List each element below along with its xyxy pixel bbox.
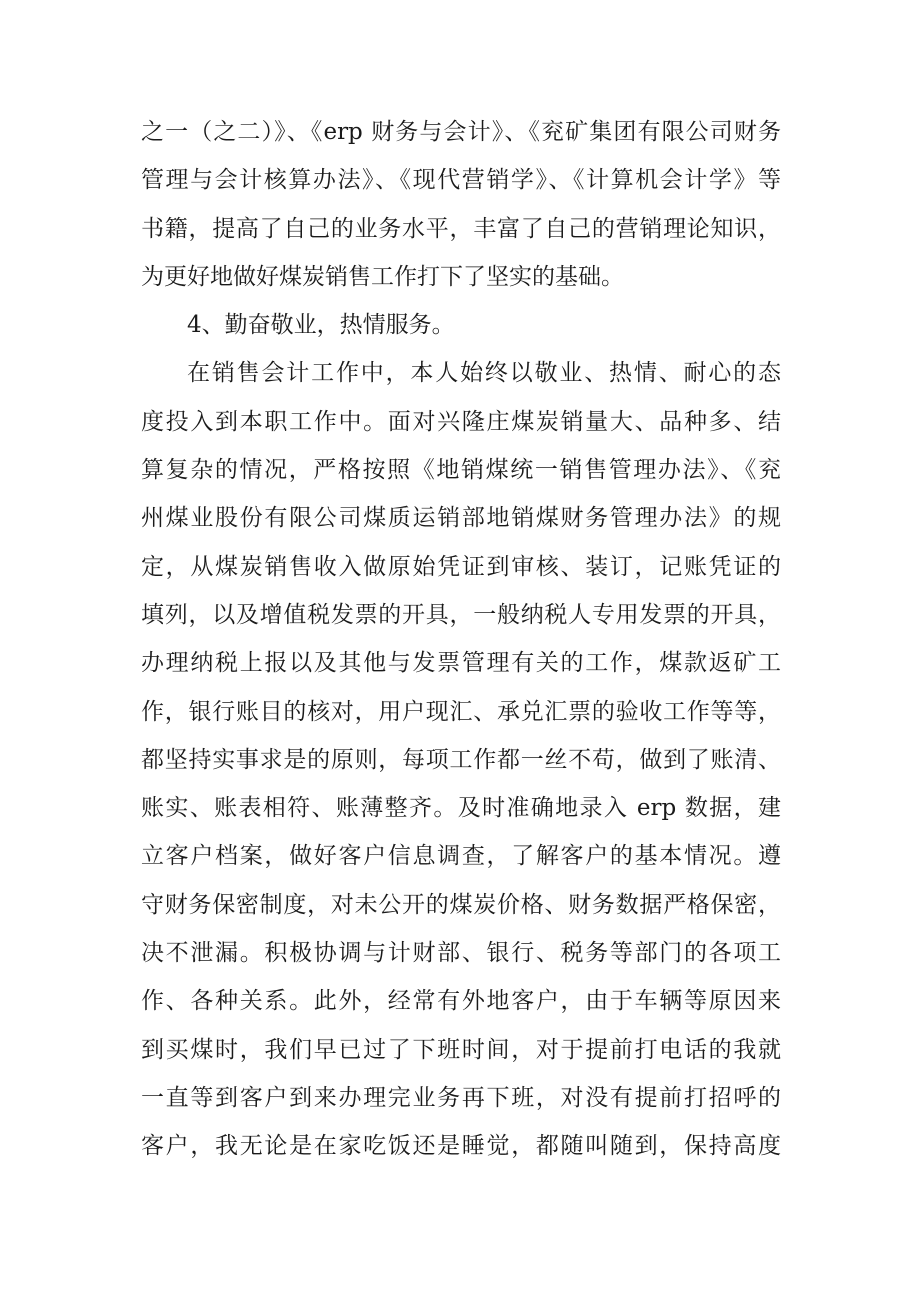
text-line: 填列，以及增值税发票的开具，一般纳税人专用发票的开具， — [141, 601, 781, 628]
text-line: 一直等到客户到来办理完业务再下班，对没有提前打招呼的 — [141, 1084, 781, 1111]
text-line: 客户，我无论是在家吃饭还是睡觉，都随叫随到，保持高度 — [141, 1133, 781, 1160]
text-line: 度投入到本职工作中。面对兴隆庄煤炭销量大、品种多、结 — [141, 408, 781, 435]
text-line: 管理与会计核算办法》、《现代营销学》、《计算机会计学》等 — [141, 167, 781, 194]
text-line: 书籍，提高了自己的业务水平，丰富了自己的营销理论知识， — [141, 215, 781, 242]
text-line: 之一（之二）》、《erp 财务与会计》、《兖矿集团有限公司财务 — [141, 119, 781, 145]
text-line: 作，银行账目的核对，用户现汇、承兑汇票的验收工作等等， — [141, 698, 781, 725]
text-line: 州煤业股份有限公司煤质运销部地销煤财务管理办法》的规 — [141, 505, 781, 532]
text-line: 定，从煤炭销售收入做原始凭证到审核、装订，记账凭证的 — [141, 553, 781, 580]
text-line: 办理纳税上报以及其他与发票管理有关的工作，煤款返矿工 — [141, 650, 781, 677]
section-heading: 4、勤奋敬业，热情服务。 — [187, 312, 455, 339]
text-line: 都坚持实事求是的原则，每项工作都一丝不苟，做到了账清、 — [141, 746, 781, 773]
text-line: 为更好地做好煤炭销售工作打下了坚实的基础。 — [141, 263, 624, 290]
text-line: 算复杂的情况，严格按照《地销煤统一销售管理办法》、《兖 — [141, 457, 781, 484]
text-line: 到买煤时，我们早已过了下班时间，对于提前打电话的我就 — [141, 1036, 781, 1063]
text-line: 作、各种关系。此外，经常有外地客户，由于车辆等原因来 — [141, 988, 781, 1015]
text-line: 守财务保密制度，对未公开的煤炭价格、财务数据严格保密， — [141, 891, 781, 918]
text-line: 决不泄漏。积极协调与计财部、银行、税务等部门的各项工 — [141, 940, 781, 967]
text-line: 在销售会计工作中，本人始终以敬业、热情、耐心的态 — [187, 360, 781, 387]
text-line: 立客户档案，做好客户信息调查，了解客户的基本情况。遵 — [141, 843, 781, 870]
text-line: 账实、账表相符、账薄整齐。及时准确地录入 erp 数据，建 — [141, 795, 781, 822]
body-text — [141, 108, 781, 1171]
